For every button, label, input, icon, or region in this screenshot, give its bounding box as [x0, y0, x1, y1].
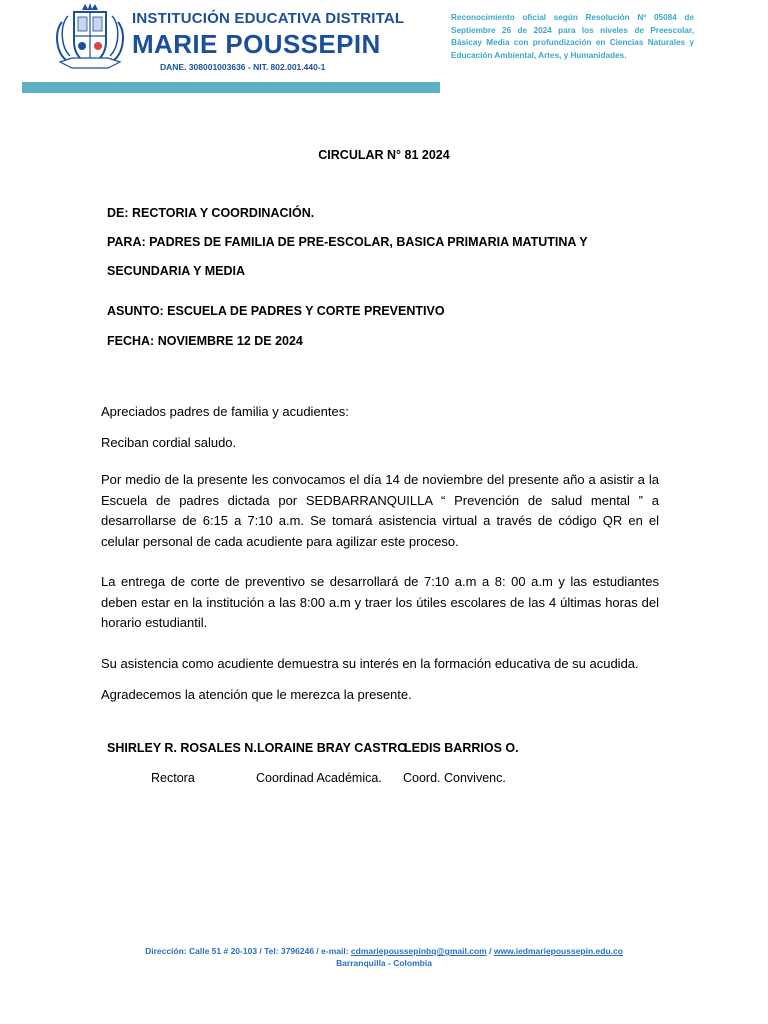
signature-role-coexistence: Coord. Convivenc. [403, 771, 506, 785]
school-dane-nit: DANE. 308001003636 - NIT. 802.001.440-1 [160, 62, 326, 72]
signature-name-rector: SHIRLEY R. ROSALES N. [107, 741, 257, 755]
greeting: Apreciados padres de familia y acudientes: [101, 404, 349, 419]
salutation: Reciban cordial saludo. [101, 435, 237, 450]
paragraph-preventive-report: La entrega de corte de preventivo se desarrollará de 7:10 a.m a 8: 00 a.m y las estudiantes deben estar en la institución a las 8:00 a.m y traer los útiles escolares de las 4 últimas horas del horario estudiantil. [101, 574, 659, 631]
signature-name-coexistence: LEDIS BARRIOS O. [404, 741, 519, 755]
school-crest-icon [52, 2, 128, 72]
footer-separator: / [486, 946, 494, 956]
footer-website-link[interactable]: www.iedmariepoussepin.edu.co [493, 946, 623, 956]
signature-role-academic: Coordinad Académica. [256, 771, 382, 785]
to-line-1: PARA: PADRES DE FAMILIA DE PRE-ESCOLAR, BASICA PRIMARIA MATUTINA Y [107, 235, 588, 249]
closing-line: Agradecemos la atención que le merezca la presente. [101, 687, 412, 702]
signature-role-rector: Rectora [151, 771, 195, 785]
footer-city: Barranquilla - Colombia [336, 958, 432, 968]
circular-title: CIRCULAR N° 81 2024 [318, 148, 450, 162]
school-name-line1: INSTITUCIÓN EDUCATIVA DISTRITAL [132, 10, 405, 27]
signature-name-academic: LORAINE BRAY CASTRO [257, 741, 408, 755]
subject-line: ASUNTO: ESCUELA DE PADRES Y CORTE PREVENTIVO [107, 304, 445, 318]
footer-contact [0, 946, 768, 956]
footer-email-link[interactable]: cdmariepoussepinbq@gmail.com [350, 946, 487, 956]
paragraph-attendance: Su asistencia como acudiente demuestra su interés en la formación educativa de su acudida. [101, 656, 639, 671]
paragraph-school-for-parents: Por medio de la presente les convocamos el día 14 de noviembre del presente año a asistir a la Escuela de padres dictada por SEDBARRANQUILLA “ Prevención de salud mental ” a desarrollarse de 6:15 a 7:10 a.m. Se tomará asistencia virtual a través de código QR en el celular personal de cada acudiente para agilizar este proceso. [101, 472, 659, 549]
school-name-line2: MARIE POUSSEPIN [132, 29, 381, 59]
official-recognition: Reconocimiento oficial según Resolución Nº 05084 de Septiembre 26 de 2024 para los niveles de Preescolar, Básicay Media con profundización en Ciencias Naturales y Educación Ambiental, Artes, y Humanidades. [451, 13, 694, 60]
date-line: FECHA: NOVIEMBRE 12 DE 2024 [107, 334, 303, 348]
from-line: DE: RECTORIA Y COORDINACIÓN. [107, 206, 315, 220]
footer-address: Dirección: Calle 51 # 20-103 / Tel: 3796246 / e-mail: [145, 946, 351, 956]
header-divider [22, 82, 440, 93]
to-line-2: SECUNDARIA Y MEDIA [107, 264, 245, 278]
